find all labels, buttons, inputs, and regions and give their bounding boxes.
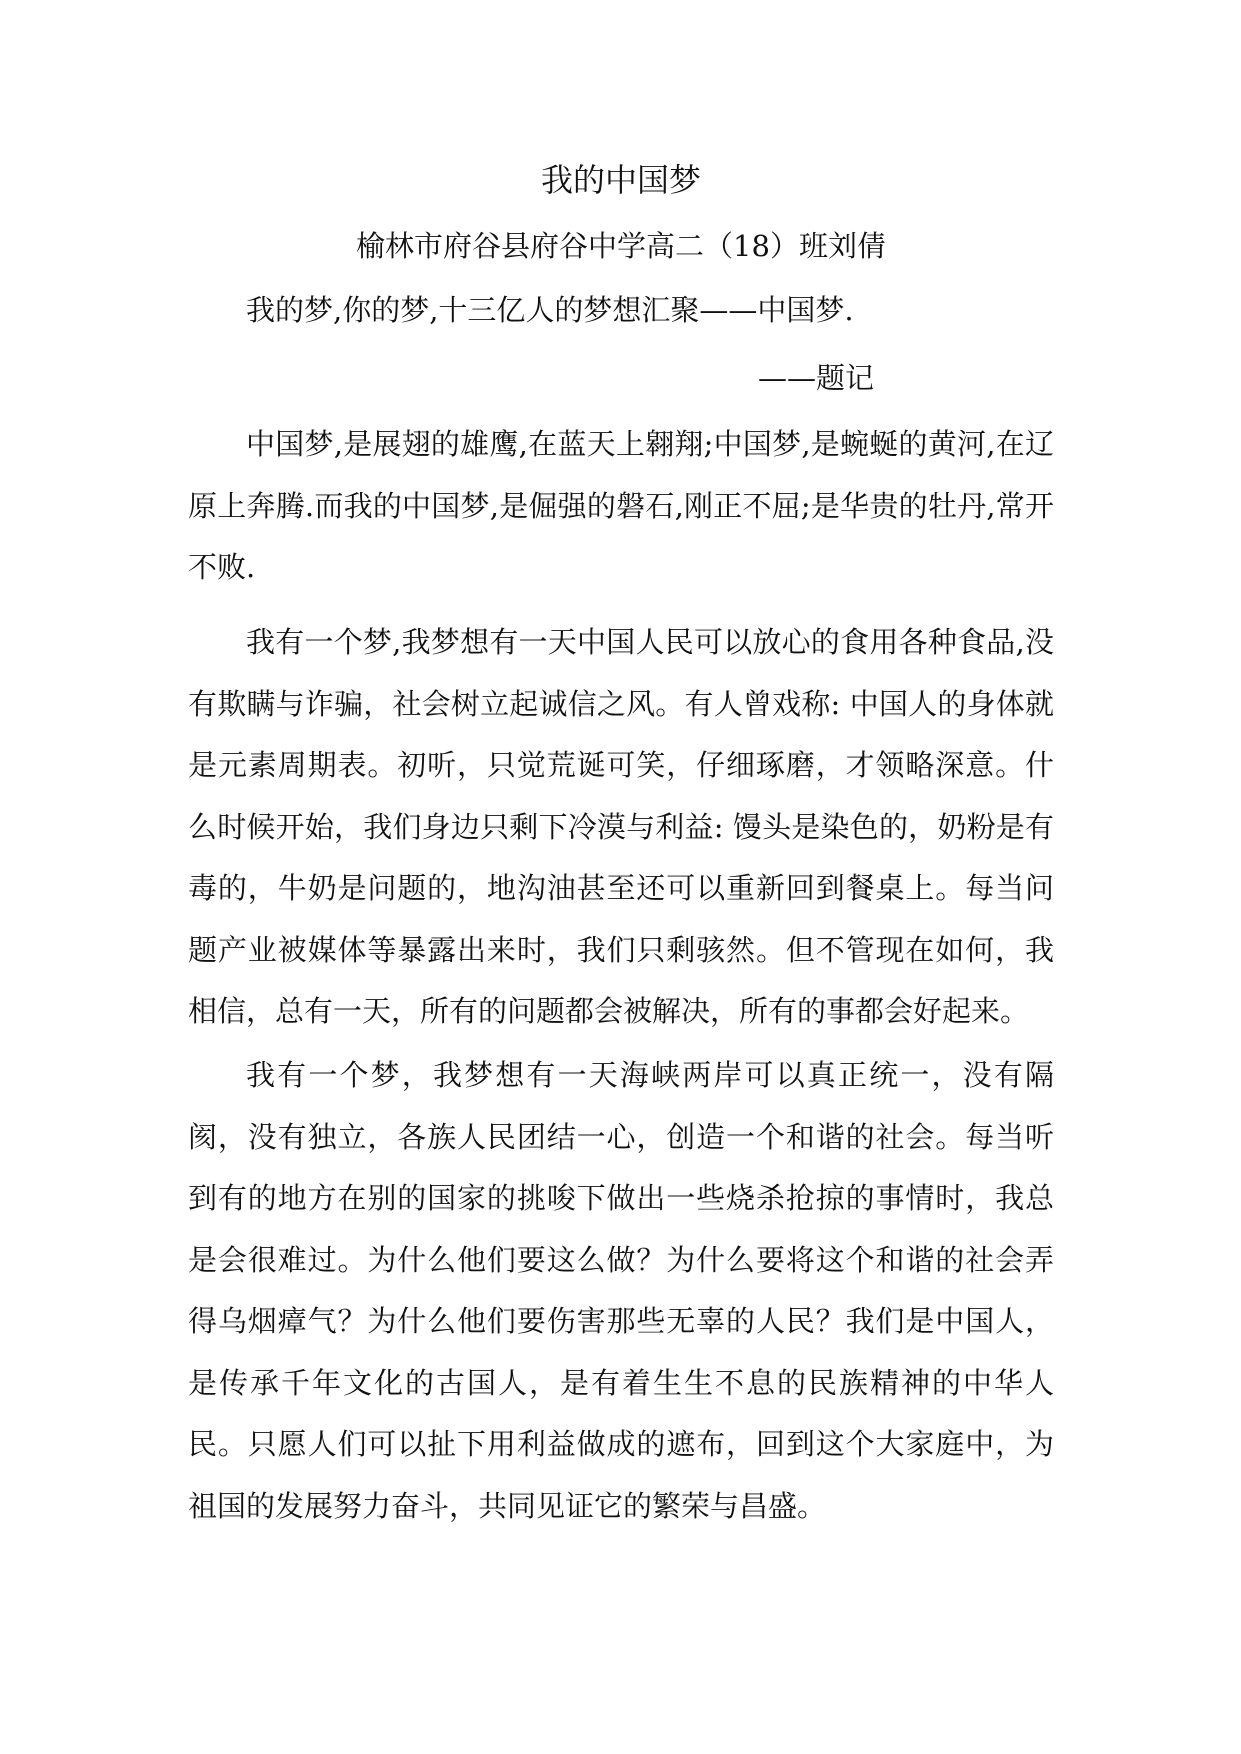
paragraph-3: 我有一个梦，我梦想有一天海峡两岸可以真正统一，没有隔阂，没有独立，各族人民团结一心，创造一个和谐的社会。每当听到有的地方在别的国家的挑唆下做出一些烧杀抢掠的事情时，我总是会很难过。为什么他们要这么做？为什么要将这个和谐的社会弄得乌烟瘴气？为什么他们要伤害那些无辜的人民？我们是中国人，是传承千年文化的古国人，是有着生生不息的民族精神的中华人民。只愿人们可以扯下用利益做成的遮布，回到这个大家庭中，为祖国的发展努力奋斗，共同见证它的繁荣与昌盛。 — [188, 1058, 1054, 1523]
paragraph-1: 中国梦,是展翅的雄鹰,在蓝天上翱翔;中国梦,是蜿蜒的黄河,在辽原上奔腾.而我的中国梦,是倔强的磐石,刚正不屈;是华贵的牡丹,常开不败. — [188, 427, 1054, 584]
epigraph: 我的梦,你的梦,十三亿人的梦想汇聚——中国梦. — [246, 293, 854, 327]
document-author: 榆林市府谷县府谷中学高二（18）班刘倩 — [356, 229, 886, 263]
document-title: 我的中国梦 — [540, 161, 701, 199]
epigraph-source: ——题记 — [757, 361, 874, 395]
paragraph-2: 我有一个梦,我梦想有一天中国人民可以放心的食用各种食品,没有欺瞒与诈骗，社会树立起诚信之风。有人曾戏称: 中国人的身体就是元素周期表。初听，只觉荒诞可笑，仔细琢磨，才领略深意。什么时候开始，我们身边只剩下冷漠与利益: 馒头是染色的，奶粉是有毒的，牛奶是问题的，地沟油甚至还可以重新回到餐桌上。每当问题产业被媒体等暴露出来时，我们只剩骇然。但不管现在如何，我相信，总有一天，所有的问题都会被解决，所有的事都会好起来。 — [188, 625, 1054, 1028]
